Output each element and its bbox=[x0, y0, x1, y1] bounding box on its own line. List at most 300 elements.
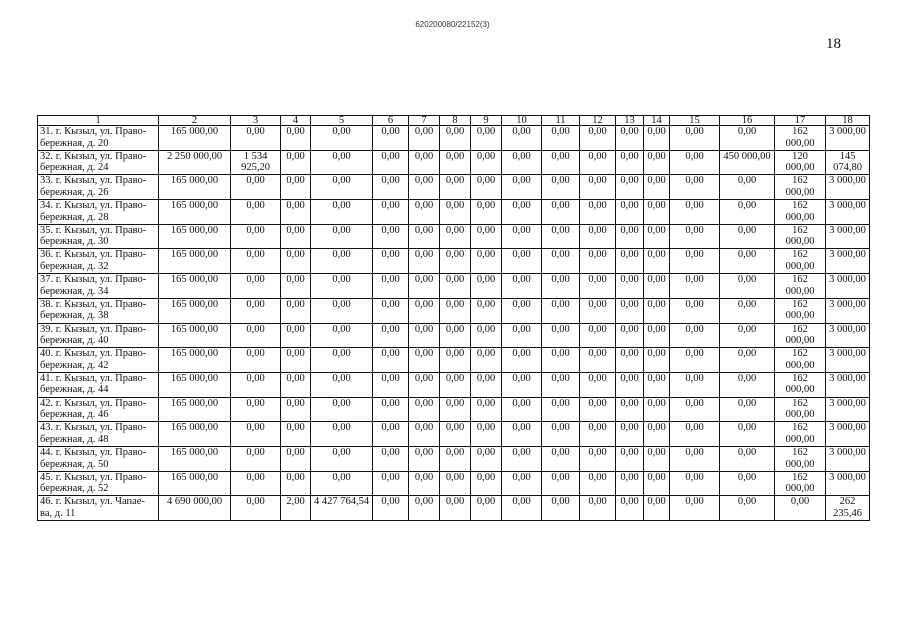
value-cell-4: 0,00 bbox=[281, 249, 311, 274]
value-cell-5: 0,00 bbox=[311, 397, 373, 422]
value-cell-6: 0,00 bbox=[373, 446, 409, 471]
value-cell-7: 0,00 bbox=[409, 224, 440, 249]
column-header-5: 5 bbox=[311, 116, 373, 126]
column-header-8: 8 bbox=[440, 116, 471, 126]
value-cell-17: 162 000,00 bbox=[775, 446, 826, 471]
table-row bbox=[38, 175, 870, 200]
value-cell-3: 0,00 bbox=[231, 175, 281, 200]
value-cell-17: 162 000,00 bbox=[775, 200, 826, 225]
value-cell-17: 162 000,00 bbox=[775, 298, 826, 323]
value-cell-9: 0,00 bbox=[471, 372, 502, 397]
value-cell-6: 0,00 bbox=[373, 224, 409, 249]
column-header-17: 17 bbox=[775, 116, 826, 126]
value-cell-2: 165 000,00 bbox=[159, 471, 231, 496]
value-cell-2: 165 000,00 bbox=[159, 224, 231, 249]
value-cell-2: 165 000,00 bbox=[159, 348, 231, 373]
value-cell-16: 0,00 bbox=[720, 496, 775, 521]
document-code: 620200080/22152(3) bbox=[415, 20, 490, 29]
address-line: ва, д. 11 bbox=[40, 507, 76, 519]
value-cell-13: 0,00 bbox=[616, 249, 644, 274]
value-cell-2: 165 000,00 bbox=[159, 249, 231, 274]
address-line: 34. г. Кызыл, ул. Право- bbox=[40, 200, 147, 212]
value-cell-4: 0,00 bbox=[281, 150, 311, 175]
address-line: 35. г. Кызыл, ул. Право- bbox=[40, 224, 147, 236]
address-line: 45. г. Кызыл, ул. Право- bbox=[40, 471, 147, 483]
value-cell-14: 0,00 bbox=[644, 397, 670, 422]
value-cell-16: 0,00 bbox=[720, 348, 775, 373]
value-cell-14: 0,00 bbox=[644, 298, 670, 323]
value-cell-10: 0,00 bbox=[502, 446, 542, 471]
address-line: бережная, д. 26 bbox=[40, 186, 109, 198]
value-cell-9: 0,00 bbox=[471, 397, 502, 422]
value-cell-5: 0,00 bbox=[311, 249, 373, 274]
value-cell-3: 0,00 bbox=[231, 446, 281, 471]
value-cell-15: 0,00 bbox=[670, 372, 720, 397]
value-cell-16: 0,00 bbox=[720, 298, 775, 323]
value-cell-18: 3 000,00 bbox=[826, 224, 870, 249]
value-cell-4: 2,00 bbox=[281, 496, 311, 521]
value-cell-17: 120 000,00 bbox=[775, 150, 826, 175]
value-cell-4: 0,00 bbox=[281, 372, 311, 397]
value-cell-5: 0,00 bbox=[311, 150, 373, 175]
column-header-9: 9 bbox=[471, 116, 502, 126]
column-header-14: 14 bbox=[644, 116, 670, 126]
column-header-2: 2 bbox=[159, 116, 231, 126]
value-cell-14: 0,00 bbox=[644, 126, 670, 151]
value-cell-11: 0,00 bbox=[542, 471, 580, 496]
address-line: бережная, д. 38 bbox=[40, 310, 109, 322]
value-cell-15: 0,00 bbox=[670, 126, 720, 151]
value-cell-8: 0,00 bbox=[440, 348, 471, 373]
value-cell-9: 0,00 bbox=[471, 274, 502, 299]
value-cell-2: 2 250 000,00 bbox=[159, 150, 231, 175]
address-line: 46. г. Кызыл, ул. Чапае- bbox=[40, 496, 145, 508]
value-cell-17: 162 000,00 bbox=[775, 249, 826, 274]
table-row bbox=[38, 323, 870, 348]
value-cell-6: 0,00 bbox=[373, 323, 409, 348]
address-line: 38. г. Кызыл, ул. Право- bbox=[40, 298, 147, 310]
value-cell-5: 0,00 bbox=[311, 298, 373, 323]
value-cell-7: 0,00 bbox=[409, 274, 440, 299]
value-cell-15: 0,00 bbox=[670, 446, 720, 471]
value-cell-10: 0,00 bbox=[502, 150, 542, 175]
value-cell-16: 0,00 bbox=[720, 372, 775, 397]
address-line: бережная, д. 28 bbox=[40, 211, 109, 223]
value-cell-7: 0,00 bbox=[409, 126, 440, 151]
value-cell-7: 0,00 bbox=[409, 471, 440, 496]
value-cell-5: 0,00 bbox=[311, 372, 373, 397]
column-header-16: 16 bbox=[720, 116, 775, 126]
value-cell-11: 0,00 bbox=[542, 274, 580, 299]
table-row bbox=[38, 150, 870, 175]
value-cell-18: 3 000,00 bbox=[826, 249, 870, 274]
value-cell-5: 0,00 bbox=[311, 471, 373, 496]
value-cell-7: 0,00 bbox=[409, 150, 440, 175]
address-cell bbox=[38, 422, 159, 447]
value-cell-9: 0,00 bbox=[471, 150, 502, 175]
value-cell-13: 0,00 bbox=[616, 496, 644, 521]
value-cell-10: 0,00 bbox=[502, 200, 542, 225]
address-line: 44. г. Кызыл, ул. Право- bbox=[40, 446, 147, 458]
value-cell-5: 0,00 bbox=[311, 323, 373, 348]
value-cell-16: 0,00 bbox=[720, 200, 775, 225]
value-cell-4: 0,00 bbox=[281, 422, 311, 447]
value-cell-2: 165 000,00 bbox=[159, 200, 231, 225]
value-cell-6: 0,00 bbox=[373, 397, 409, 422]
value-cell-17: 162 000,00 bbox=[775, 348, 826, 373]
address-cell bbox=[38, 348, 159, 373]
value-cell-6: 0,00 bbox=[373, 471, 409, 496]
value-cell-2: 4 690 000,00 bbox=[159, 496, 231, 521]
address-cell bbox=[38, 446, 159, 471]
value-cell-14: 0,00 bbox=[644, 348, 670, 373]
column-header-15: 15 bbox=[670, 116, 720, 126]
value-cell-15: 0,00 bbox=[670, 175, 720, 200]
value-cell-15: 0,00 bbox=[670, 224, 720, 249]
value-cell-16: 0,00 bbox=[720, 397, 775, 422]
value-cell-14: 0,00 bbox=[644, 175, 670, 200]
address-cell bbox=[38, 175, 159, 200]
value-cell-3: 0,00 bbox=[231, 496, 281, 521]
value-cell-18: 3 000,00 bbox=[826, 298, 870, 323]
address-cell bbox=[38, 200, 159, 225]
address-cell bbox=[38, 323, 159, 348]
value-cell-2: 165 000,00 bbox=[159, 446, 231, 471]
value-cell-11: 0,00 bbox=[542, 298, 580, 323]
value-cell-6: 0,00 bbox=[373, 496, 409, 521]
table-row bbox=[38, 446, 870, 471]
value-cell-5: 0,00 bbox=[311, 126, 373, 151]
value-cell-14: 0,00 bbox=[644, 323, 670, 348]
address-line: бережная, д. 52 bbox=[40, 483, 109, 495]
value-cell-12: 0,00 bbox=[580, 348, 616, 373]
value-cell-17: 162 000,00 bbox=[775, 397, 826, 422]
value-cell-14: 0,00 bbox=[644, 200, 670, 225]
value-cell-12: 0,00 bbox=[580, 397, 616, 422]
value-cell-5: 4 427 764,54 bbox=[311, 496, 373, 521]
column-header-1: 1 bbox=[38, 116, 159, 126]
value-cell-4: 0,00 bbox=[281, 126, 311, 151]
value-cell-13: 0,00 bbox=[616, 298, 644, 323]
value-cell-10: 0,00 bbox=[502, 224, 542, 249]
value-cell-7: 0,00 bbox=[409, 496, 440, 521]
address-line: 40. г. Кызыл, ул. Право- bbox=[40, 348, 147, 360]
value-cell-16: 0,00 bbox=[720, 422, 775, 447]
value-cell-13: 0,00 bbox=[616, 175, 644, 200]
value-cell-12: 0,00 bbox=[580, 496, 616, 521]
value-cell-10: 0,00 bbox=[502, 397, 542, 422]
value-cell-18: 3 000,00 bbox=[826, 471, 870, 496]
address-line: бережная, д. 42 bbox=[40, 359, 109, 371]
table-row bbox=[38, 298, 870, 323]
value-cell-14: 0,00 bbox=[644, 422, 670, 447]
value-cell-6: 0,00 bbox=[373, 126, 409, 151]
page-number: 18 bbox=[826, 36, 841, 52]
value-cell-3: 0,00 bbox=[231, 323, 281, 348]
address-line: бережная, д. 24 bbox=[40, 162, 109, 174]
value-cell-3: 0,00 bbox=[231, 471, 281, 496]
value-cell-9: 0,00 bbox=[471, 323, 502, 348]
value-cell-12: 0,00 bbox=[580, 471, 616, 496]
value-cell-10: 0,00 bbox=[502, 175, 542, 200]
value-cell-12: 0,00 bbox=[580, 446, 616, 471]
value-cell-16: 0,00 bbox=[720, 274, 775, 299]
value-cell-11: 0,00 bbox=[542, 175, 580, 200]
value-cell-3: 0,00 bbox=[231, 372, 281, 397]
value-cell-10: 0,00 bbox=[502, 422, 542, 447]
value-cell-17: 162 000,00 bbox=[775, 323, 826, 348]
value-cell-15: 0,00 bbox=[670, 323, 720, 348]
value-cell-15: 0,00 bbox=[670, 298, 720, 323]
address-cell bbox=[38, 150, 159, 175]
address-cell bbox=[38, 126, 159, 151]
address-cell bbox=[38, 298, 159, 323]
value-cell-8: 0,00 bbox=[440, 496, 471, 521]
value-cell-5: 0,00 bbox=[311, 224, 373, 249]
table-row bbox=[38, 224, 870, 249]
value-cell-2: 165 000,00 bbox=[159, 175, 231, 200]
address-line: бережная, д. 20 bbox=[40, 137, 109, 149]
value-cell-15: 0,00 bbox=[670, 397, 720, 422]
value-cell-10: 0,00 bbox=[502, 323, 542, 348]
value-cell-7: 0,00 bbox=[409, 422, 440, 447]
value-cell-8: 0,00 bbox=[440, 150, 471, 175]
table-row bbox=[38, 249, 870, 274]
value-cell-18: 145 074,80 bbox=[826, 150, 870, 175]
value-cell-5: 0,00 bbox=[311, 175, 373, 200]
value-cell-14: 0,00 bbox=[644, 446, 670, 471]
value-cell-3: 0,00 bbox=[231, 249, 281, 274]
value-cell-15: 0,00 bbox=[670, 496, 720, 521]
value-cell-18: 3 000,00 bbox=[826, 348, 870, 373]
value-cell-12: 0,00 bbox=[580, 274, 616, 299]
value-cell-18: 3 000,00 bbox=[826, 274, 870, 299]
value-cell-12: 0,00 bbox=[580, 422, 616, 447]
value-cell-4: 0,00 bbox=[281, 200, 311, 225]
value-cell-3: 0,00 bbox=[231, 274, 281, 299]
address-line: 33. г. Кызыл, ул. Право- bbox=[40, 175, 147, 187]
value-cell-4: 0,00 bbox=[281, 175, 311, 200]
value-cell-8: 0,00 bbox=[440, 126, 471, 151]
value-cell-17: 162 000,00 bbox=[775, 274, 826, 299]
value-cell-4: 0,00 bbox=[281, 446, 311, 471]
column-header-3: 3 bbox=[231, 116, 281, 126]
table-row bbox=[38, 422, 870, 447]
value-cell-3: 0,00 bbox=[231, 397, 281, 422]
value-cell-18: 3 000,00 bbox=[826, 200, 870, 225]
value-cell-17: 162 000,00 bbox=[775, 175, 826, 200]
value-cell-6: 0,00 bbox=[373, 249, 409, 274]
address-cell bbox=[38, 249, 159, 274]
table-row bbox=[38, 348, 870, 373]
value-cell-8: 0,00 bbox=[440, 446, 471, 471]
value-cell-2: 165 000,00 bbox=[159, 126, 231, 151]
column-header-11: 11 bbox=[542, 116, 580, 126]
value-cell-15: 0,00 bbox=[670, 422, 720, 447]
table-row bbox=[38, 200, 870, 225]
value-cell-16: 0,00 bbox=[720, 249, 775, 274]
value-cell-5: 0,00 bbox=[311, 200, 373, 225]
value-cell-7: 0,00 bbox=[409, 249, 440, 274]
value-cell-10: 0,00 bbox=[502, 298, 542, 323]
value-cell-6: 0,00 bbox=[373, 348, 409, 373]
value-cell-12: 0,00 bbox=[580, 200, 616, 225]
column-header-4: 4 bbox=[281, 116, 311, 126]
value-cell-8: 0,00 bbox=[440, 323, 471, 348]
value-cell-12: 0,00 bbox=[580, 224, 616, 249]
value-cell-7: 0,00 bbox=[409, 446, 440, 471]
value-cell-6: 0,00 bbox=[373, 422, 409, 447]
address-line: бережная, д. 32 bbox=[40, 261, 109, 273]
value-cell-10: 0,00 bbox=[502, 471, 542, 496]
value-cell-6: 0,00 bbox=[373, 150, 409, 175]
value-cell-16: 0,00 bbox=[720, 471, 775, 496]
value-cell-13: 0,00 bbox=[616, 224, 644, 249]
address-line: бережная, д. 44 bbox=[40, 384, 109, 396]
column-header-12: 12 bbox=[580, 116, 616, 126]
value-cell-11: 0,00 bbox=[542, 249, 580, 274]
value-cell-6: 0,00 bbox=[373, 372, 409, 397]
value-cell-12: 0,00 bbox=[580, 150, 616, 175]
address-line: бережная, д. 46 bbox=[40, 409, 109, 421]
value-cell-10: 0,00 bbox=[502, 126, 542, 151]
value-cell-9: 0,00 bbox=[471, 348, 502, 373]
value-cell-8: 0,00 bbox=[440, 471, 471, 496]
value-cell-7: 0,00 bbox=[409, 348, 440, 373]
value-cell-6: 0,00 bbox=[373, 274, 409, 299]
value-cell-9: 0,00 bbox=[471, 200, 502, 225]
value-cell-11: 0,00 bbox=[542, 126, 580, 151]
table-row bbox=[38, 397, 870, 422]
address-line: бережная, д. 30 bbox=[40, 236, 109, 248]
value-cell-17: 162 000,00 bbox=[775, 471, 826, 496]
address-line: 42. г. Кызыл, ул. Право- bbox=[40, 397, 147, 409]
column-header-18: 18 bbox=[826, 116, 870, 126]
value-cell-16: 0,00 bbox=[720, 446, 775, 471]
value-cell-7: 0,00 bbox=[409, 372, 440, 397]
value-cell-11: 0,00 bbox=[542, 446, 580, 471]
value-cell-12: 0,00 bbox=[580, 175, 616, 200]
address-line: 43. г. Кызыл, ул. Право- bbox=[40, 422, 147, 434]
value-cell-18: 3 000,00 bbox=[826, 397, 870, 422]
value-cell-13: 0,00 bbox=[616, 422, 644, 447]
value-cell-15: 0,00 bbox=[670, 348, 720, 373]
value-cell-4: 0,00 bbox=[281, 323, 311, 348]
column-header-7: 7 bbox=[409, 116, 440, 126]
value-cell-16: 0,00 bbox=[720, 175, 775, 200]
value-cell-7: 0,00 bbox=[409, 298, 440, 323]
value-cell-5: 0,00 bbox=[311, 446, 373, 471]
value-cell-2: 165 000,00 bbox=[159, 323, 231, 348]
value-cell-14: 0,00 bbox=[644, 471, 670, 496]
value-cell-18: 3 000,00 bbox=[826, 446, 870, 471]
column-header-10: 10 bbox=[502, 116, 542, 126]
value-cell-18: 3 000,00 bbox=[826, 323, 870, 348]
value-cell-18: 262 235,46 bbox=[826, 496, 870, 521]
value-cell-8: 0,00 bbox=[440, 274, 471, 299]
value-cell-14: 0,00 bbox=[644, 249, 670, 274]
value-cell-13: 0,00 bbox=[616, 372, 644, 397]
value-cell-12: 0,00 bbox=[580, 298, 616, 323]
value-cell-4: 0,00 bbox=[281, 224, 311, 249]
value-cell-3: 1 534 925,20 bbox=[231, 150, 281, 175]
value-cell-16: 0,00 bbox=[720, 224, 775, 249]
address-line: 41. г. Кызыл, ул. Право- bbox=[40, 372, 147, 384]
value-cell-8: 0,00 bbox=[440, 298, 471, 323]
value-cell-17: 162 000,00 bbox=[775, 422, 826, 447]
value-cell-9: 0,00 bbox=[471, 471, 502, 496]
value-cell-3: 0,00 bbox=[231, 348, 281, 373]
address-line: бережная, д. 40 bbox=[40, 335, 109, 347]
value-cell-3: 0,00 bbox=[231, 422, 281, 447]
value-cell-8: 0,00 bbox=[440, 249, 471, 274]
value-cell-12: 0,00 bbox=[580, 323, 616, 348]
value-cell-8: 0,00 bbox=[440, 200, 471, 225]
table-row bbox=[38, 126, 870, 151]
value-cell-13: 0,00 bbox=[616, 323, 644, 348]
value-cell-13: 0,00 bbox=[616, 471, 644, 496]
value-cell-7: 0,00 bbox=[409, 200, 440, 225]
table-row bbox=[38, 471, 870, 496]
value-cell-18: 3 000,00 bbox=[826, 175, 870, 200]
value-cell-5: 0,00 bbox=[311, 422, 373, 447]
value-cell-8: 0,00 bbox=[440, 372, 471, 397]
value-cell-9: 0,00 bbox=[471, 175, 502, 200]
value-cell-4: 0,00 bbox=[281, 298, 311, 323]
value-cell-6: 0,00 bbox=[373, 298, 409, 323]
value-cell-4: 0,00 bbox=[281, 348, 311, 373]
value-cell-7: 0,00 bbox=[409, 175, 440, 200]
value-cell-11: 0,00 bbox=[542, 200, 580, 225]
value-cell-17: 0,00 bbox=[775, 496, 826, 521]
value-cell-16: 0,00 bbox=[720, 126, 775, 151]
value-cell-9: 0,00 bbox=[471, 422, 502, 447]
value-cell-10: 0,00 bbox=[502, 348, 542, 373]
value-cell-17: 162 000,00 bbox=[775, 224, 826, 249]
address-cell bbox=[38, 224, 159, 249]
value-cell-14: 0,00 bbox=[644, 150, 670, 175]
value-cell-3: 0,00 bbox=[231, 200, 281, 225]
value-cell-11: 0,00 bbox=[542, 323, 580, 348]
address-line: бережная, д. 48 bbox=[40, 433, 109, 445]
value-cell-16: 450 000,00 bbox=[720, 150, 775, 175]
value-cell-3: 0,00 bbox=[231, 126, 281, 151]
value-cell-9: 0,00 bbox=[471, 298, 502, 323]
value-cell-12: 0,00 bbox=[580, 372, 616, 397]
address-line: 31. г. Кызыл, ул. Право- bbox=[40, 126, 147, 137]
value-cell-9: 0,00 bbox=[471, 446, 502, 471]
header-row bbox=[38, 116, 870, 126]
value-cell-11: 0,00 bbox=[542, 348, 580, 373]
value-cell-9: 0,00 bbox=[471, 249, 502, 274]
value-cell-12: 0,00 bbox=[580, 126, 616, 151]
value-cell-8: 0,00 bbox=[440, 422, 471, 447]
address-cell bbox=[38, 471, 159, 496]
value-cell-9: 0,00 bbox=[471, 126, 502, 151]
value-cell-17: 162 000,00 bbox=[775, 372, 826, 397]
value-cell-13: 0,00 bbox=[616, 200, 644, 225]
table-body bbox=[38, 126, 870, 521]
value-cell-11: 0,00 bbox=[542, 422, 580, 447]
value-cell-3: 0,00 bbox=[231, 224, 281, 249]
value-cell-8: 0,00 bbox=[440, 397, 471, 422]
value-cell-2: 165 000,00 bbox=[159, 372, 231, 397]
value-cell-10: 0,00 bbox=[502, 496, 542, 521]
address-line: 32. г. Кызыл, ул. Право- bbox=[40, 150, 147, 162]
value-cell-13: 0,00 bbox=[616, 150, 644, 175]
value-cell-12: 0,00 bbox=[580, 249, 616, 274]
value-cell-11: 0,00 bbox=[542, 372, 580, 397]
